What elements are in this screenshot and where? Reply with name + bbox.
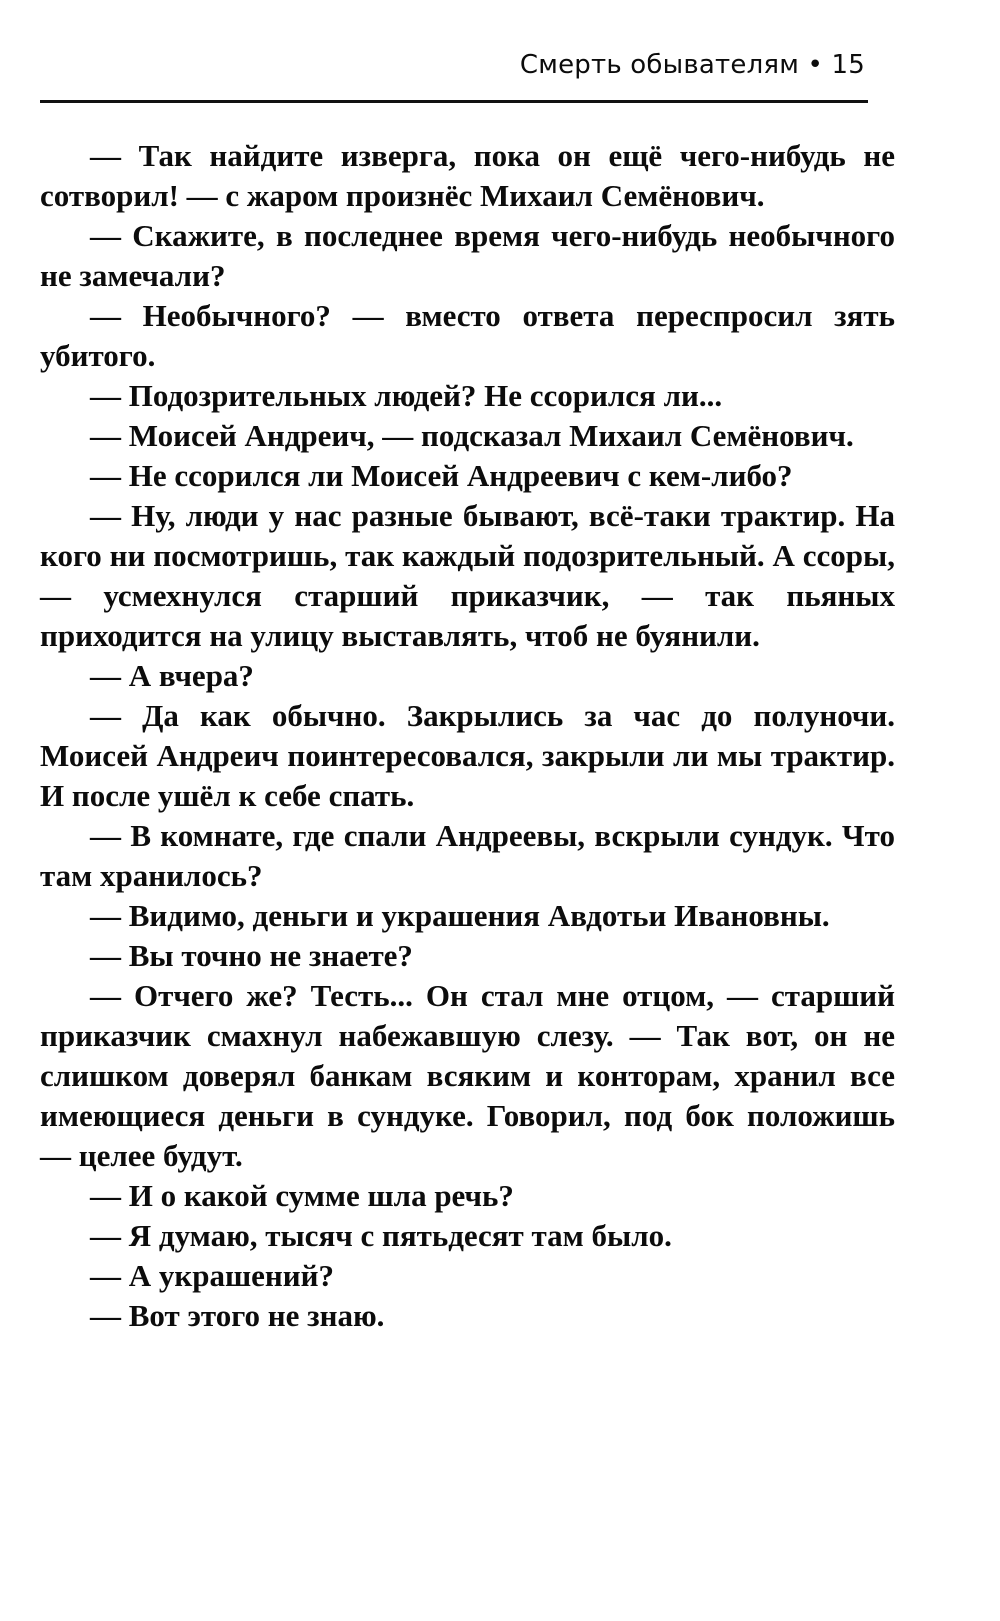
paragraph: — Я думаю, тысяч с пятьдесят там было. (90, 1218, 672, 1253)
running-head: Смерть обывателям • 15 (519, 50, 865, 80)
paragraph: — Моисей Андреич, — подсказал Михаил Семёнович. (90, 418, 854, 453)
paragraph: — Видимо, деньги и украшения Авдотьи Ивановны. (90, 898, 830, 933)
paragraph: — И о какой сумме шла речь? (90, 1178, 514, 1213)
paragraph: — Подозрительных людей? Не ссорился ли... (90, 378, 723, 413)
paragraph: — Отчего же? Тесть... Он стал мне отцом, — старший приказчик смахнул набежавшую слезу. — Так вот, он не слишком доверял банкам всяким и конторам, хранил все имеющиеся деньги в сундуке. Говорил, под бок положишь — целее будут. (40, 978, 895, 1173)
paragraph: — Ну, люди у нас разные бывают, всё-таки трактир. На кого ни посмотришь, так каждый подозрительный. А ссоры, — усмехнулся старший приказчик, — так пьяных приходится на улицу выставлять, чтоб не буянили. (40, 498, 895, 653)
paragraph: — А вчера? (90, 658, 254, 693)
paragraph: — Скажите, в последнее время чего-нибудь необычного не замечали? (40, 218, 895, 293)
paragraph: — Вот этого не знаю. (90, 1298, 385, 1333)
paragraph: — Необычного? — вместо ответа переспросил зять убитого. (40, 298, 895, 373)
paragraph: — Вы точно не знаете? (90, 938, 413, 973)
paragraph: — Не ссорился ли Моисей Андреевич с кем-либо? (90, 458, 793, 493)
paragraph: — Так найдите изверга, пока он ещё чего-нибудь не сотворил! — с жаром произнёс Михаил Семёнович. (40, 138, 895, 213)
paragraph: — А украшений? (90, 1258, 335, 1293)
body-text (40, 136, 895, 1336)
paragraph: — Да как обычно. Закрылись за час до полуночи. Моисей Андреич поинтересовался, закрыли ли мы трактир. И после ушёл к себе спать. (40, 698, 895, 813)
paragraph: — В комнате, где спали Андреевы, вскрыли сундук. Что там хранилось? (40, 818, 895, 893)
header-rule (40, 100, 868, 103)
